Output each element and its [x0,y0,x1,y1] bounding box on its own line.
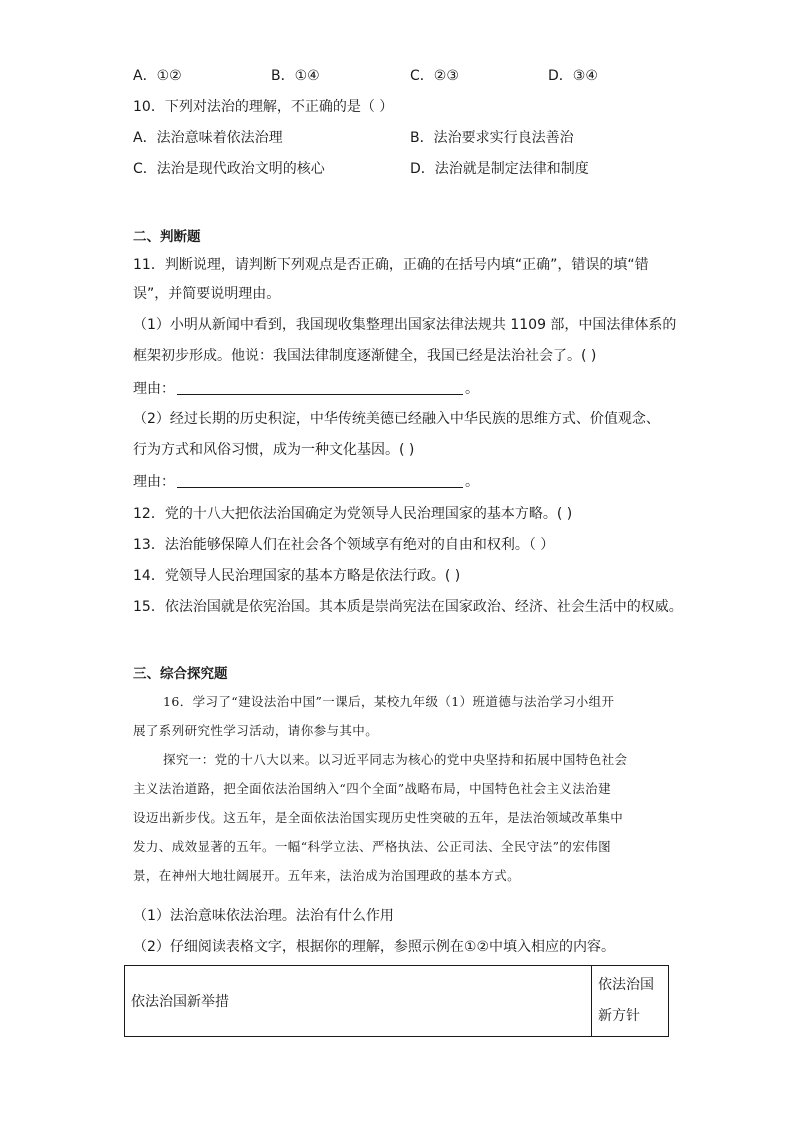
q16-sub-1: （1）法治意味依法治理。法治有什么作用 [133,908,394,924]
q11-2-line-2: 行为方式和风俗习惯，成为一种文化基因。( ) [133,442,415,458]
reason-label: 理由： [133,381,175,397]
table-header-policy [592,966,669,1037]
reason-label: 理由： [133,474,175,490]
q11-2-line-1: （2）经过长期的历史积淀，中华传统美德已经融入中华民族的思维方式、价值观念、 [133,411,660,427]
reason-period: 。 [465,381,479,397]
explore-line-2: 主义法治道路，把全面依法治国纳入“四个全面”战略布局，中国特色社会主义法治建 [133,781,611,796]
table-header-measures: 依法治国新举措 [125,966,592,1037]
q16-table [124,965,669,1037]
q9-option-b: B．①④ [271,68,320,84]
q14: 14．党领导人民治理国家的基本方略是依法行政。( ) [133,568,461,584]
q10-option-d: D．法治就是制定法律和制度 [410,161,589,177]
q9-option-d: D．③④ [548,68,598,84]
section-3-title: 三、综合探究题 [133,666,228,682]
q12: 12．党的十八大把依法治国确定为党领导人民治理国家的基本方略。( ) [133,506,573,522]
explore-line-1: 探究一：党的十八大以来。以习近平同志为核心的党中央坚持和拓展中国特色社会 [163,752,628,767]
q10-option-b: B．法治要求实行良法善治 [410,130,574,146]
q11-line-2: 误”，并简要说明理由。 [133,286,281,302]
table-header-policy-line-2: 新方针 [598,1008,640,1024]
q11-2-reason [133,472,479,492]
q11-line-1: 11．判断说理，请判断下列观点是否正确，正确的在括号内填“正确”，错误的填“错 [133,257,649,273]
reason-period: 。 [465,474,479,490]
section-2-title: 二、判断题 [133,229,201,245]
q16-line-1: 16．学习了“建设法治中国”一课后，某校九年级（1）班道德与法治学习小组开 [163,694,615,709]
explore-line-4: 发力、成效显著的五年。一幅“科学立法、严格执法、公正司法、全民守法”的宏伟图 [133,839,611,854]
q11-1-line-1: （1）小明从新闻中看到，我国现收集整理出国家法律法规共 1109 部，中国法律体系的 [133,317,677,333]
q10-option-a: A．法治意味着依法治理 [133,130,283,146]
explore-line-3: 设迈出新步伐。这五年，是全面依法治国实现历史性突破的五年，是法治领域改革集中 [133,810,624,825]
explore-line-5: 景，在神州大地壮阔展开。五年来，法治成为治国理政的基本方式。 [133,868,521,883]
q9-option-a: A．①② [133,68,182,84]
q16-line-2: 展了系列研究性学习活动，请你参与其中。 [133,723,379,738]
q15: 15．依法治国就是依宪治国。其本质是崇尚宪法在国家政治、经济、社会生活中的权威。 [133,599,683,615]
reason-blank-2[interactable] [177,473,463,488]
table-header-policy-line-1: 依法治国 [598,977,654,993]
q11-1-line-2: 框架初步形成。他说：我国法律制度逐渐健全，我国已经是法治社会了。( ) [133,348,597,364]
q16-sub-2: （2）仔细阅读表格文字，根据你的理解，参照示例在①②中填入相应的内容。 [133,939,616,955]
q13: 13．法治能够保障人们在社会各个领域享有绝对的自由和权利。（ ） [133,537,555,553]
q11-1-reason [133,379,479,399]
q10-option-c: C．法治是现代政治文明的核心 [133,161,325,177]
q10-stem: 10．下列对法治的理解，不正确的是（ ） [133,99,394,115]
table-row [125,966,669,1037]
q9-option-c: C．②③ [410,68,459,84]
reason-blank-1[interactable] [177,380,463,395]
